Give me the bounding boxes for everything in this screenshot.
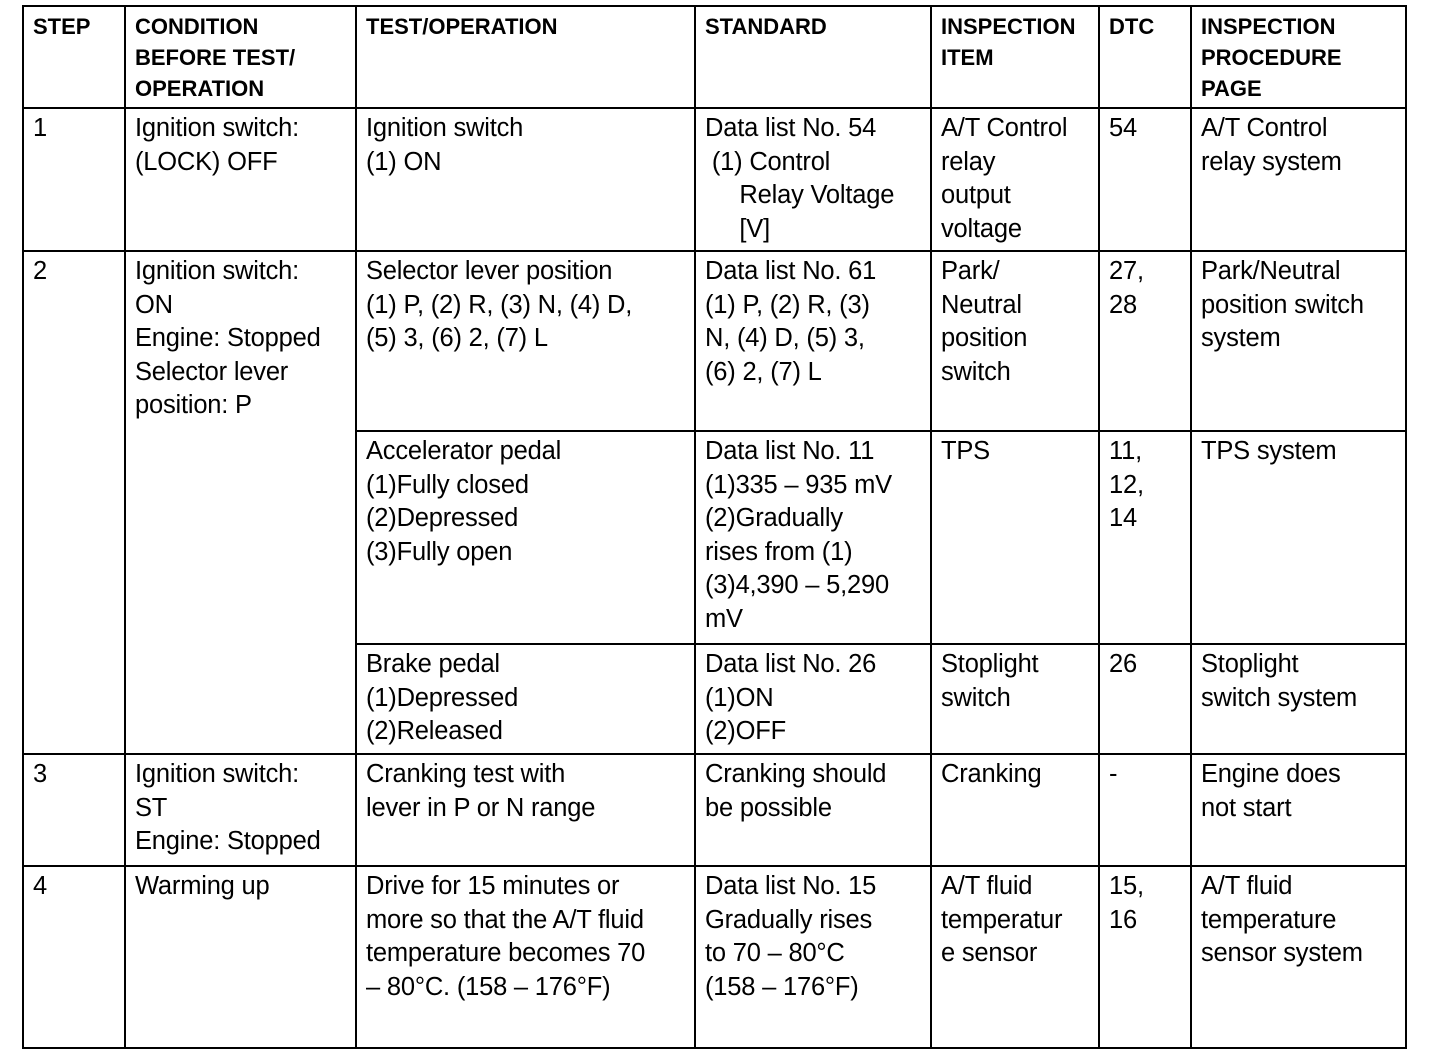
cell-line: Park/ (941, 257, 1000, 285)
cell-line: e sensor (941, 939, 1038, 967)
cell-line: system (1201, 324, 1281, 352)
cell-line: temperatur (941, 905, 1063, 934)
cell-line: PROCEDURE (1201, 45, 1342, 70)
cell-line: 3 (33, 760, 47, 788)
cell-line: rises from (1) (705, 537, 853, 566)
cell-line: A/T Control (1201, 114, 1328, 142)
cell-line: 28 (1109, 290, 1137, 319)
cell-line: 54 (1109, 114, 1137, 142)
cell-line: OPERATION (135, 76, 265, 101)
cell-line: ST (135, 793, 168, 822)
cell-line: Relay Voltage (705, 181, 895, 209)
cell-line: Engine: Stopped (135, 324, 321, 352)
cell-line: (3)Fully open (366, 537, 513, 566)
cell-line: 1 (33, 114, 47, 142)
cell-line: TPS (941, 437, 990, 465)
page-cell (1191, 644, 1406, 754)
condition-cell (125, 866, 356, 1048)
test-cell (356, 431, 695, 644)
test-cell (356, 754, 695, 866)
item-cell (931, 108, 1099, 251)
table-row (23, 866, 1406, 1048)
item-cell (931, 754, 1099, 866)
dtc-cell (1099, 108, 1191, 251)
cell-line: (5) 3, (6) 2, (7) L (366, 324, 548, 352)
cell-line: (2)Depressed (366, 504, 519, 532)
cell-line: 4 (33, 872, 47, 900)
standard-cell (695, 251, 931, 431)
cell-line: (1)ON (705, 683, 774, 712)
cell-line: Cranking test with (366, 760, 566, 788)
cell-line: Selector lever position (366, 257, 613, 285)
cell-line: Accelerator pedal (366, 437, 562, 465)
dtc-cell (1099, 431, 1191, 644)
cell-line: ITEM (941, 45, 994, 70)
cell-line: sensor system (1201, 939, 1363, 967)
cell-line: Ignition switch: (135, 257, 300, 285)
cell-line: Stoplight (1201, 650, 1299, 678)
table-row (23, 108, 1406, 251)
cell-line: Ignition switch (366, 114, 524, 142)
page-cell (1191, 108, 1406, 251)
cell-line: A/T fluid (941, 872, 1033, 900)
cell-line: voltage (941, 214, 1022, 243)
cell-line: 11, (1109, 437, 1142, 465)
cell-line: [V] (705, 214, 771, 243)
cell-line: Neutral (941, 290, 1022, 319)
cell-line: STANDARD (705, 14, 827, 39)
cell-line: Cranking should (705, 760, 887, 788)
cell-line: (1) P, (2) R, (3) N, (4) D, (366, 290, 633, 319)
cell-line: Data list No. 54 (705, 114, 877, 142)
diagnosis-table (22, 5, 1407, 1049)
cell-line: (1) P, (2) R, (3) (705, 290, 870, 319)
cell-line: (1)Fully closed (366, 470, 529, 499)
cell-line: 15, (1109, 872, 1144, 900)
cell-line: Ignition switch: (135, 760, 300, 788)
cell-line: - (1109, 760, 1118, 788)
cell-line: Data list No. 26 (705, 650, 877, 678)
standard-cell (695, 866, 931, 1048)
cell-line: temperature (1201, 905, 1337, 934)
cell-line: (1)335 – 935 mV (705, 470, 892, 499)
cell-line: PAGE (1201, 76, 1262, 101)
cell-line: Data list No. 11 (705, 437, 875, 465)
page-cell (1191, 251, 1406, 431)
header-step (23, 6, 125, 108)
cell-line: (2)Released (366, 717, 503, 745)
item-cell (931, 866, 1099, 1048)
cell-line: output (941, 181, 1011, 209)
cell-line: switch (941, 357, 1011, 386)
page-cell (1191, 754, 1406, 866)
header-row (23, 6, 1406, 108)
cell-line: 27, (1109, 257, 1144, 285)
cell-line: to 70 – 80°C (705, 939, 845, 967)
cell-line: (1) ON (366, 147, 442, 176)
item-cell (931, 431, 1099, 644)
dtc-cell (1099, 644, 1191, 754)
cell-line: Park/Neutral (1201, 257, 1341, 285)
cell-line: (1) Control (705, 147, 831, 176)
cell-line: ON (135, 290, 173, 319)
step-cell (23, 251, 125, 754)
cell-line: INSPECTION (1201, 14, 1336, 39)
cell-line: relay (941, 147, 996, 176)
dtc-cell (1099, 754, 1191, 866)
cell-line: Gradually rises (705, 905, 873, 934)
cell-line: position: P (135, 391, 252, 419)
table-row (23, 754, 1406, 866)
cell-line: Selector lever (135, 357, 289, 386)
cell-line: (2)OFF (705, 717, 786, 745)
cell-line: Brake pedal (366, 650, 500, 678)
cell-line: be possible (705, 793, 832, 822)
header-standard (695, 6, 931, 108)
item-cell (931, 644, 1099, 754)
page-cell (1191, 431, 1406, 644)
cell-line: – 80°C. (158 – 176°F) (366, 972, 611, 1001)
cell-line: STEP (33, 14, 91, 39)
standard-cell (695, 644, 931, 754)
cell-line: position switch (1201, 290, 1364, 319)
cell-line: BEFORE TEST/ (135, 45, 296, 70)
cell-line: TEST/OPERATION (366, 14, 558, 39)
page-cell (1191, 866, 1406, 1048)
cell-line: 12, (1109, 470, 1144, 499)
header-condition (125, 6, 356, 108)
cell-line: 2 (33, 257, 47, 285)
standard-cell (695, 431, 931, 644)
cell-line: relay system (1201, 147, 1342, 176)
cell-line: TPS system (1201, 437, 1337, 465)
cell-line: (6) 2, (7) L (705, 357, 822, 386)
header-dtc (1099, 6, 1191, 108)
item-cell (931, 251, 1099, 431)
header-inspection-item (931, 6, 1099, 108)
header-procedure-page (1191, 6, 1406, 108)
cell-line: switch system (1201, 683, 1358, 712)
cell-line: Data list No. 15 (705, 872, 877, 900)
step-cell (23, 866, 125, 1048)
cell-line: Drive for 15 minutes or (366, 872, 620, 900)
dtc-cell (1099, 866, 1191, 1048)
cell-line: Engine: Stopped (135, 827, 321, 855)
cell-line: switch (941, 683, 1011, 712)
test-cell (356, 644, 695, 754)
cell-line: position (941, 324, 1028, 352)
cell-line: 16 (1109, 905, 1137, 934)
test-cell (356, 251, 695, 431)
cell-line: (LOCK) OFF (135, 147, 278, 176)
cell-line: 14 (1109, 504, 1137, 532)
condition-cell (125, 754, 356, 866)
cell-line: lever in P or N range (366, 793, 596, 822)
standard-cell (695, 108, 931, 251)
condition-cell (125, 108, 356, 251)
standard-cell (695, 754, 931, 866)
cell-line: Ignition switch: (135, 114, 300, 142)
table-row (23, 251, 1406, 431)
cell-line: INSPECTION (941, 14, 1076, 39)
test-cell (356, 108, 695, 251)
cell-line: A/T fluid (1201, 872, 1293, 900)
header-test-operation (356, 6, 695, 108)
cell-line: A/T Control (941, 114, 1068, 142)
cell-line: CONDITION (135, 14, 259, 39)
cell-line: (1)Depressed (366, 683, 519, 712)
cell-line: (2)Gradually (705, 504, 843, 532)
cell-line: more so that the A/T fluid (366, 905, 644, 934)
cell-line: mV (705, 604, 743, 633)
step-cell (23, 108, 125, 251)
cell-line: (158 – 176°F) (705, 972, 859, 1001)
cell-line: DTC (1109, 14, 1155, 39)
cell-line: temperature becomes 70 (366, 939, 646, 967)
cell-line: Warming up (135, 872, 270, 900)
cell-line: Stoplight (941, 650, 1039, 678)
cell-line: not start (1201, 793, 1292, 822)
cell-line: (3)4,390 – 5,290 (705, 571, 889, 599)
cell-line: 26 (1109, 650, 1137, 678)
cell-line: Data list No. 61 (705, 257, 877, 285)
cell-line: Cranking (941, 760, 1042, 788)
condition-cell (125, 251, 356, 754)
dtc-cell (1099, 251, 1191, 431)
test-cell (356, 866, 695, 1048)
cell-line: N, (4) D, (5) 3, (705, 324, 865, 352)
cell-line: Engine does (1201, 760, 1341, 788)
step-cell (23, 754, 125, 866)
